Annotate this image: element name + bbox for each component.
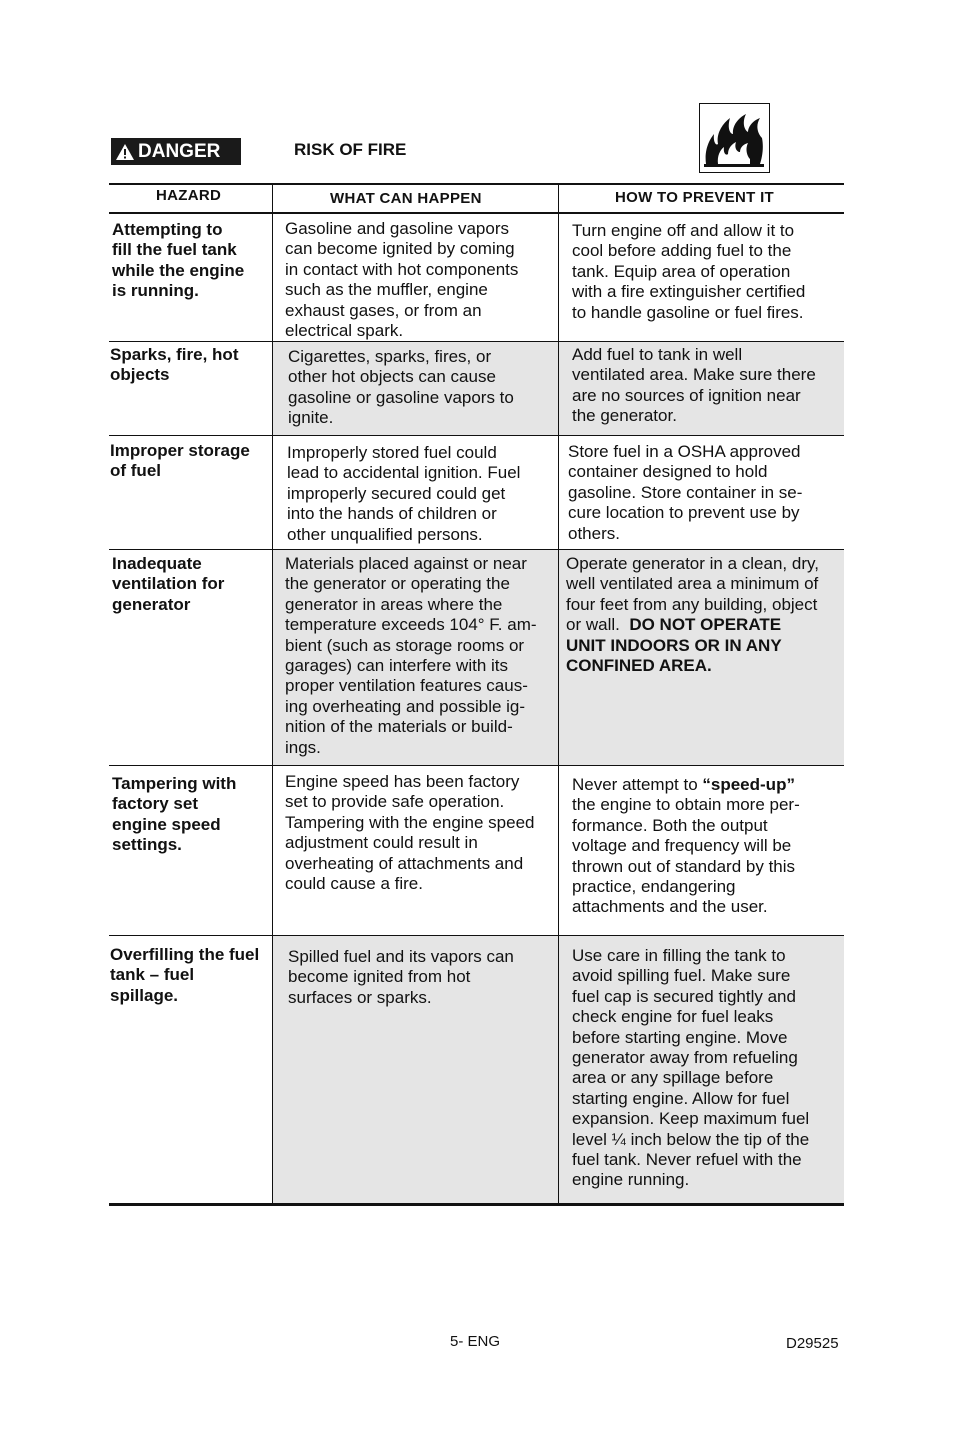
- how-to-prevent-cell: Add fuel to tank in well ventilated area. Make sure there are no sources of ignition near the generator.: [558, 342, 844, 435]
- hazard-cell: Attempting to fill the fuel tank while the engine is running.: [112, 220, 245, 301]
- hazard-cell: Improper storage of fuel: [110, 441, 250, 481]
- risk-title: RISK OF FIRE: [294, 140, 407, 159]
- how-to-prevent-cell: Operate generator in a clean, dry, well ventilated area a minimum of four feet from any building, object or wall. DO NOT OPERATE UNIT INDOORS OR IN ANY CONFINED AREA.: [558, 550, 844, 765]
- page-number: 5- ENG: [450, 1333, 501, 1350]
- warning-emphasis: CONFINED AREA.: [566, 656, 712, 676]
- table-row: [109, 936, 844, 1203]
- fire-hazard-table: [109, 183, 844, 1203]
- danger-badge: [111, 138, 241, 165]
- hazard-cell: Sparks, fire, hot objects: [110, 345, 239, 385]
- fire-icon: [699, 103, 770, 173]
- danger-label: DANGER: [138, 140, 221, 162]
- what-can-happen-cell: Materials placed against or near the generator or operating the generator in areas where the temperature exceeds 104° F. am- bient (such as storage rooms or garages) can interfere with its proper ventilation features caus- ing overheating and possible ig- nition of the materials or build- ings.: [272, 550, 558, 765]
- what-can-happen-cell: Improperly stored fuel could lead to accidental ignition. Fuel improperly secured could get into the hands of children or other unqualified persons.: [272, 436, 558, 549]
- how-to-prevent-cell: Turn engine off and allow it to cool before adding fuel to the tank. Equip area of operation with a fire extinguisher certified to handle gasoline or fuel fires.: [558, 214, 844, 341]
- how-to-prevent-cell: Store fuel in a OSHA approved container designed to hold gasoline. Store container in se- cure location to prevent use by others.: [558, 436, 844, 549]
- document-id: D29525: [786, 1335, 839, 1352]
- speed-up-emphasis: “speed-up”: [702, 775, 795, 794]
- warning-emphasis: UNIT INDOORS OR IN ANY: [566, 635, 782, 655]
- how-to-prevent-cell: Never attempt to “speed-up” the engine to obtain more per- formance. Both the output voltage and frequency will be thrown out of standard by this practice, endangering attachments and the user.: [558, 766, 844, 935]
- table-bottom-rule: [109, 1203, 844, 1206]
- hazard-cell: Inadequate ventilation for generator: [112, 554, 225, 614]
- what-can-happen-cell: Engine speed has been factory set to provide safe operation. Tampering with the engine speed adjustment could result in overheating of attachments and could cause a fire.: [272, 766, 558, 935]
- column-header-what-can-happen: WHAT CAN HAPPEN: [330, 190, 482, 207]
- what-can-happen-cell: Cigarettes, sparks, fires, or other hot objects can cause gasoline or gasoline vapors to ignite.: [272, 342, 558, 435]
- what-can-happen-cell: Gasoline and gasoline vapors can become ignited by coming in contact with hot components such as the muffler, engine exhaust gases, or from an electrical spark.: [272, 214, 558, 341]
- warning-emphasis: DO NOT OPERATE: [629, 615, 782, 635]
- warning-triangle-icon: [115, 143, 135, 161]
- table-row: [109, 550, 844, 766]
- how-to-prevent-cell: Use care in filling the tank to avoid spilling fuel. Make sure fuel cap is secured tightly and check engine for fuel leaks before starting engine. Move generator away from refueling area or any spillage before starting engine. Allow for fuel expansion. Keep maximum fuel level ¼ inch below the tip of the fuel tank. Never refuel with the engine running.: [558, 936, 844, 1203]
- hazard-cell: Tampering with factory set engine speed settings.: [112, 774, 237, 855]
- hazard-cell: Overfilling the fuel tank – fuel spillage.: [110, 945, 260, 1005]
- column-header-hazard: HAZARD: [156, 187, 222, 204]
- table-row: [109, 214, 844, 342]
- column-header-how-to-prevent: HOW TO PREVENT IT: [615, 189, 774, 206]
- table-row: [109, 436, 844, 550]
- table-header: [109, 183, 844, 214]
- what-can-happen-cell: Spilled fuel and its vapors can become ignited from hot surfaces or sparks.: [272, 936, 558, 1203]
- table-row: [109, 766, 844, 936]
- table-row: [109, 342, 844, 436]
